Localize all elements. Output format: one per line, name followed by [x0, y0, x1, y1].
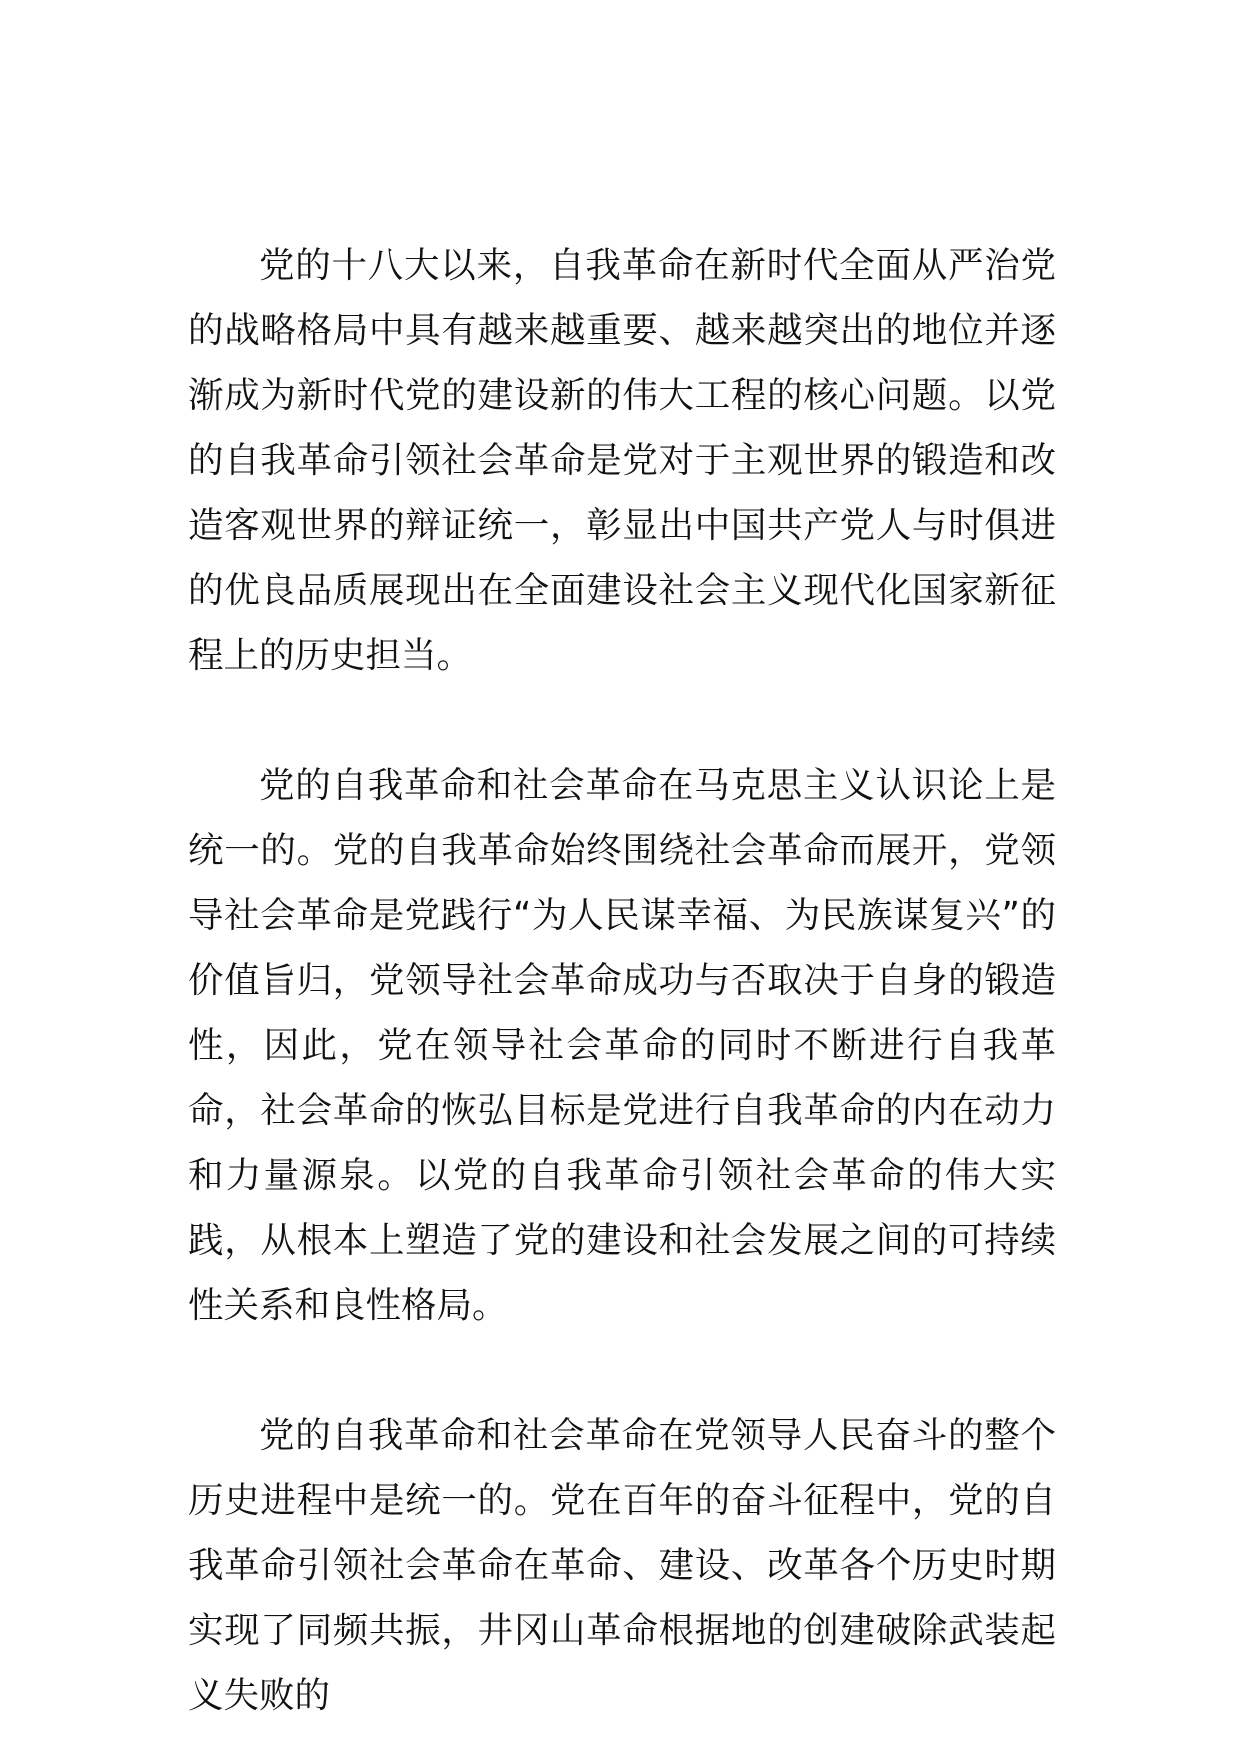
paragraph-2: 党的自我革命和社会革命在马克思主义认识论上是统一的。党的自我革命始终围绕社会革命而展开，党领导社会革命是党践行“为人民谋幸福、为民族谋复兴”的价值旨归，党领导社会革命成功与否取决于自身的锻造性，因此，党在领导社会革命的同时不断进行自我革命，社会革命的恢弘目标是党进行自我革命的内在动力和力量源泉。以党的自我革命引领社会革命的伟大实践，从根本上塑造了党的建设和社会发展之间的可持续性关系和良性格局。 [188, 765, 1056, 1326]
paragraph-3: 党的自我革命和社会革命在党领导人民奋斗的整个历史进程中是统一的。党在百年的奋斗征程中，党的自我革命引领社会革命在革命、建设、改革各个历史时期实现了同频共振，井冈山革命根据地的创建破除武装起义失败的 [188, 1415, 1056, 1716]
document-body [188, 233, 1056, 1728]
paragraph-1: 党的十八大以来，自我革命在新时代全面从严治党的战略格局中具有越来越重要、越来越突出的地位并逐渐成为新时代党的建设新的伟大工程的核心问题。以党的自我革命引领社会革命是党对于主观世界的锻造和改造客观世界的辩证统一，彰显出中国共产党人与时俱进的优良品质展现出在全面建设社会主义现代化国家新征程上的历史担当。 [188, 245, 1056, 676]
